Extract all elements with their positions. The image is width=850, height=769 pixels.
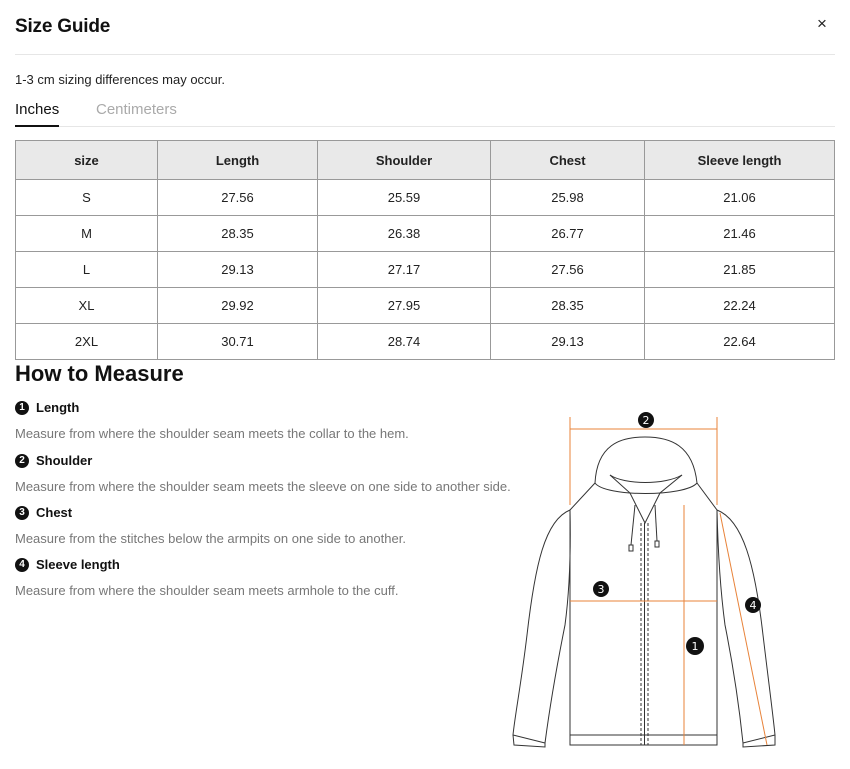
number-4-icon: 4 [15,558,29,572]
hoodie-measurement-diagram [505,405,785,755]
measure-item-sleeve-length [15,557,398,598]
cell-length: 28.35 [158,216,318,252]
measure-label: Length [36,400,80,415]
cell-shoulder: 27.17 [318,252,491,288]
cell-size: 2XL [16,324,158,360]
cell-sleeve-length: 21.85 [645,252,835,288]
measure-description: Measure from where the shoulder seam meets the collar to the hem. [15,426,409,441]
measure-description: Measure from where the shoulder seam meets armhole to the cuff. [15,583,399,598]
cell-size: XL [16,288,158,324]
col-header-size: size [16,141,158,180]
cell-size: L [16,252,158,288]
marker-1 [686,637,704,655]
col-header-length: Length [158,141,318,180]
cell-shoulder: 28.74 [318,324,491,360]
size-table [15,140,835,360]
tab-centimeters[interactable]: Centimeters [96,101,177,118]
table-row [16,180,835,216]
cell-length: 30.71 [158,324,318,360]
measure-item-shoulder [15,453,511,494]
cell-length: 29.92 [158,288,318,324]
col-header-shoulder: Shoulder [318,141,491,180]
col-header-chest: Chest [491,141,645,180]
cell-length: 27.56 [158,180,318,216]
unit-tabs [15,98,835,127]
measure-item-length [15,400,409,441]
cell-shoulder: 25.59 [318,180,491,216]
measure-label: Chest [36,505,73,520]
marker-label: 2 [642,414,650,427]
cell-sleeve-length: 21.06 [645,180,835,216]
cell-sleeve-length: 22.64 [645,324,835,360]
cell-chest: 26.77 [491,216,645,252]
sizing-note: 1-3 cm sizing differences may occur. [15,72,226,87]
marker-3 [593,581,609,597]
cell-shoulder: 26.38 [318,216,491,252]
number-3-icon: 3 [15,506,29,520]
cell-size: S [16,180,158,216]
measure-label: Shoulder [36,453,93,468]
measure-description: Measure from where the shoulder seam meets the sleeve on one side to another side. [15,479,511,494]
how-to-measure-title: How to Measure [15,361,184,386]
marker-label: 3 [597,583,605,596]
marker-4 [745,597,761,613]
measure-description: Measure from the stitches below the armpits on one side to another. [15,531,406,546]
cell-shoulder: 27.95 [318,288,491,324]
zipper [641,523,648,745]
close-icon[interactable]: × [817,14,827,33]
cell-length: 29.13 [158,252,318,288]
marker-label: 4 [749,599,757,612]
cell-sleeve-length: 22.24 [645,288,835,324]
size-guide-header [15,14,835,55]
marker-label: 1 [691,640,699,653]
measure-label: Sleeve length [36,557,120,572]
col-header-sleeve-length: Sleeve length [645,141,835,180]
number-2-icon: 2 [15,454,29,468]
cell-chest: 29.13 [491,324,645,360]
table-header-row [16,141,835,180]
page-title: Size Guide [15,16,111,37]
cell-chest: 25.98 [491,180,645,216]
number-1-icon: 1 [15,401,29,415]
table-row [16,288,835,324]
table-row [16,324,835,360]
cell-size: M [16,216,158,252]
tab-inches[interactable]: Inches [15,101,59,127]
measure-item-chest [15,505,406,546]
table-row [16,252,835,288]
cell-sleeve-length: 21.46 [645,216,835,252]
table-row [16,216,835,252]
cell-chest: 28.35 [491,288,645,324]
marker-2 [638,412,654,428]
cell-chest: 27.56 [491,252,645,288]
